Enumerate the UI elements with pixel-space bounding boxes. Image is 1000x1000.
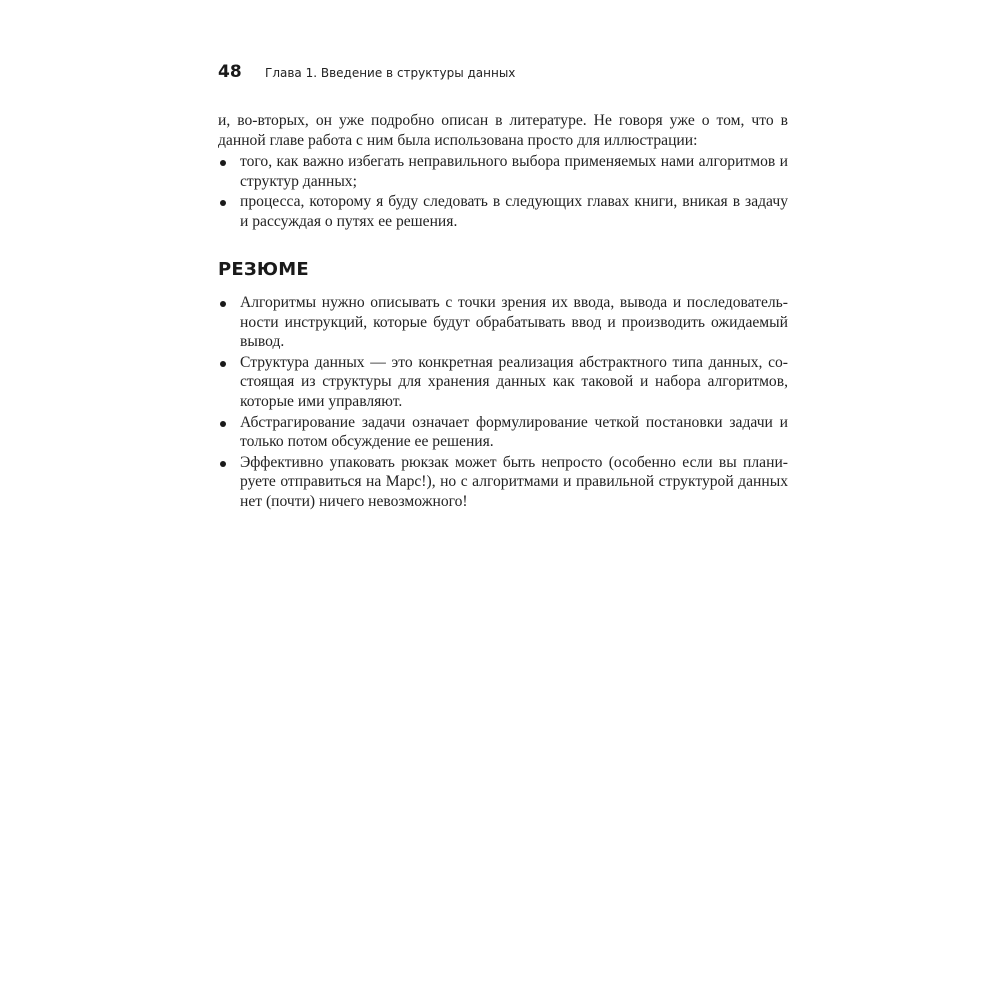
list-item-text: Алгоритмы нужно описывать с точки зрения их ввода, вывода и последовательности инструкций, которые будут обрабатывать ввод и производить ожидаемый вывод. — [240, 294, 788, 351]
bullet-icon — [220, 361, 226, 367]
page-number: 48 — [218, 62, 242, 82]
intro-paragraph: и, во-вторых, он уже подробно описан в литературе. Не говоря уже о том, что в данной главе работа с ним была использована просто для иллюстрации: — [218, 112, 788, 149]
bullet-icon — [220, 461, 226, 467]
list-item-text: Структура данных — это конкретная реализация абстрактного типа данных, состоящая из структуры для хранения данных как таковой и набора алгоритмов, которые ими управляют. — [240, 353, 788, 410]
intro-bullet-list — [218, 152, 788, 231]
list-item-text: Эффективно упаковать рюкзак может быть непросто (особенно если вы планируете отправиться на Марс!), но с алгоритмами и правильной структурой данных нет (почти) ничего невозможного! — [240, 453, 788, 510]
list-item — [218, 353, 788, 412]
summary-bullet-list — [218, 293, 788, 512]
list-item — [218, 413, 788, 452]
list-item-text: того, как важно избегать неправильного выбора применяемых нами алгоритмов и структур данных; — [240, 153, 788, 190]
list-item-text: процесса, которому я буду следовать в следующих главах книги, вникая в задачу и рассуждая о путях ее решения. — [240, 193, 788, 230]
running-title: Глава 1. Введение в структуры данных — [265, 66, 516, 80]
section-heading: РЕЗЮМЕ — [218, 259, 309, 280]
bullet-icon — [220, 160, 226, 166]
bullet-icon — [220, 200, 226, 206]
bullet-icon — [220, 421, 226, 427]
page-header — [218, 62, 798, 86]
list-item — [218, 293, 788, 352]
list-item-text: Абстрагирование задачи означает формулирование четкой постановки задачи и только потом обсуждение ее решения. — [240, 413, 788, 451]
list-item — [218, 453, 788, 512]
bullet-icon — [220, 301, 226, 307]
list-item — [218, 152, 788, 191]
list-item — [218, 192, 788, 231]
